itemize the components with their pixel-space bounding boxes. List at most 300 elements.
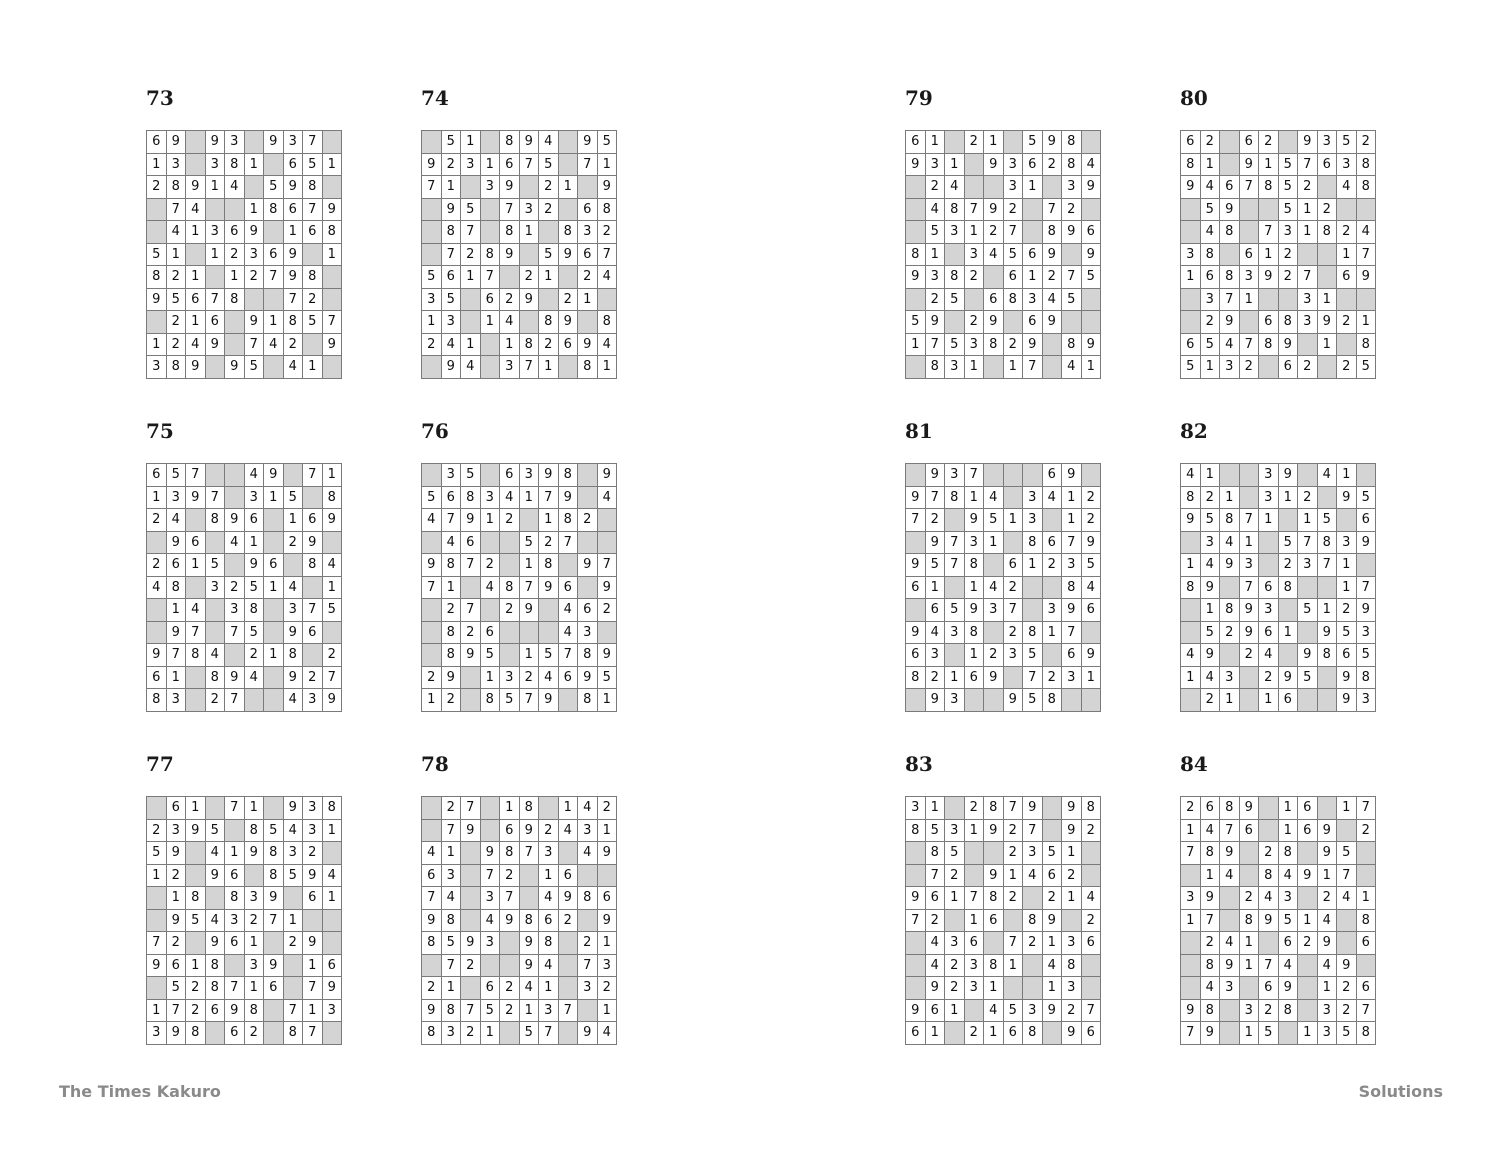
digit-cell: 4 (322, 864, 342, 887)
black-cell (1220, 999, 1240, 1022)
digit-cell: 9 (461, 644, 481, 667)
digit-cell: 3 (1239, 554, 1259, 577)
black-cell (1259, 531, 1279, 554)
digit-cell: 1 (1278, 797, 1298, 820)
digit-cell: 6 (441, 486, 461, 509)
digit-cell: 1 (1023, 554, 1043, 577)
digit-cell: 5 (303, 153, 323, 176)
digit-cell: 1 (264, 486, 284, 509)
digit-cell: 5 (945, 842, 965, 865)
digit-cell: 9 (1259, 909, 1279, 932)
digit-cell: 7 (303, 977, 323, 1000)
digit-cell: 2 (1081, 819, 1101, 842)
digit-cell: 8 (322, 486, 342, 509)
digit-cell: 4 (441, 531, 461, 554)
digit-cell: 8 (283, 311, 303, 334)
digit-cell: 8 (578, 689, 598, 712)
grid-row (422, 644, 617, 667)
digit-cell: 1 (1239, 932, 1259, 955)
digit-cell: 8 (303, 176, 323, 199)
digit-cell: 6 (1042, 864, 1062, 887)
digit-cell: 2 (1259, 666, 1279, 689)
digit-cell: 5 (539, 243, 559, 266)
digit-cell: 3 (945, 621, 965, 644)
digit-cell: 4 (519, 977, 539, 1000)
black-cell (1003, 486, 1023, 509)
digit-cell: 9 (225, 666, 245, 689)
digit-cell: 1 (1239, 531, 1259, 554)
digit-cell: 7 (422, 887, 442, 910)
black-cell (264, 999, 284, 1022)
digit-cell: 4 (1042, 486, 1062, 509)
digit-cell: 9 (1317, 932, 1337, 955)
digit-cell: 8 (1220, 509, 1240, 532)
digit-cell: 6 (264, 243, 284, 266)
digit-cell: 1 (539, 977, 559, 1000)
black-cell (1181, 621, 1201, 644)
black-cell (225, 198, 245, 221)
black-cell (597, 864, 617, 887)
digit-cell: 9 (422, 999, 442, 1022)
digit-cell: 3 (964, 333, 984, 356)
black-cell (1062, 243, 1082, 266)
grid-row (422, 554, 617, 577)
digit-cell: 5 (244, 356, 264, 379)
digit-cell: 6 (1239, 131, 1259, 154)
digit-cell: 2 (578, 932, 598, 955)
black-cell (906, 198, 926, 221)
digit-cell: 1 (186, 266, 206, 289)
grid-row (422, 243, 617, 266)
black-cell (1239, 221, 1259, 244)
grid-row (1181, 644, 1376, 667)
solution-grid (421, 130, 617, 379)
digit-cell: 8 (519, 797, 539, 820)
digit-cell: 2 (597, 797, 617, 820)
digit-cell: 1 (1023, 266, 1043, 289)
digit-cell: 7 (225, 977, 245, 1000)
digit-cell: 2 (186, 999, 206, 1022)
digit-cell: 6 (1259, 311, 1279, 334)
black-cell (480, 531, 500, 554)
digit-cell: 6 (1239, 819, 1259, 842)
black-cell (1042, 333, 1062, 356)
solution-grid (905, 463, 1101, 712)
black-cell (303, 243, 323, 266)
digit-cell: 1 (1239, 954, 1259, 977)
digit-cell: 9 (519, 131, 539, 154)
black-cell (500, 531, 520, 554)
digit-cell: 8 (1081, 797, 1101, 820)
black-cell (225, 333, 245, 356)
digit-cell: 1 (244, 531, 264, 554)
digit-cell: 5 (1278, 153, 1298, 176)
black-cell (1356, 954, 1376, 977)
digit-cell: 2 (461, 954, 481, 977)
black-cell (578, 531, 598, 554)
digit-cell: 8 (964, 621, 984, 644)
digit-cell: 6 (925, 999, 945, 1022)
digit-cell: 8 (1220, 599, 1240, 622)
digit-cell: 5 (1003, 999, 1023, 1022)
digit-cell: 9 (1200, 1022, 1220, 1045)
digit-cell: 5 (205, 554, 225, 577)
digit-cell: 4 (264, 333, 284, 356)
black-cell (480, 356, 500, 379)
digit-cell: 6 (166, 797, 186, 820)
digit-cell: 4 (283, 689, 303, 712)
digit-cell: 3 (1042, 599, 1062, 622)
digit-cell: 2 (558, 909, 578, 932)
digit-cell: 3 (225, 909, 245, 932)
digit-cell: 4 (1356, 221, 1376, 244)
digit-cell: 7 (303, 1022, 323, 1045)
digit-cell: 9 (539, 464, 559, 487)
puzzle-number: 74 (421, 86, 449, 110)
digit-cell: 4 (1337, 887, 1357, 910)
digit-cell: 7 (1220, 819, 1240, 842)
black-cell (500, 554, 520, 577)
black-cell (1220, 909, 1240, 932)
digit-cell: 7 (322, 311, 342, 334)
grid-row (1181, 932, 1376, 955)
grid-row (147, 486, 342, 509)
digit-cell: 9 (322, 689, 342, 712)
digit-cell: 6 (1042, 531, 1062, 554)
black-cell (186, 576, 206, 599)
grid-row (147, 977, 342, 1000)
black-cell (519, 621, 539, 644)
black-cell (322, 932, 342, 955)
grid-row (906, 243, 1101, 266)
digit-cell: 7 (283, 288, 303, 311)
digit-cell: 6 (205, 999, 225, 1022)
digit-cell: 6 (225, 1022, 245, 1045)
digit-cell: 8 (500, 576, 520, 599)
digit-cell: 8 (303, 266, 323, 289)
black-cell (186, 864, 206, 887)
black-cell (558, 1022, 578, 1045)
black-cell (519, 509, 539, 532)
digit-cell: 8 (480, 243, 500, 266)
digit-cell: 3 (1317, 131, 1337, 154)
grid-row (906, 999, 1101, 1022)
digit-cell: 1 (186, 954, 206, 977)
digit-cell: 2 (303, 288, 323, 311)
digit-cell: 2 (441, 797, 461, 820)
digit-cell: 8 (225, 288, 245, 311)
digit-cell: 1 (244, 153, 264, 176)
digit-cell: 8 (1356, 666, 1376, 689)
digit-cell: 9 (925, 464, 945, 487)
digit-cell: 8 (1220, 266, 1240, 289)
grid-row (422, 909, 617, 932)
digit-cell: 6 (964, 666, 984, 689)
black-cell (945, 644, 965, 667)
grid-row (1181, 288, 1376, 311)
digit-cell: 3 (906, 797, 926, 820)
digit-cell: 4 (558, 599, 578, 622)
digit-cell: 2 (147, 819, 167, 842)
black-cell (1181, 954, 1201, 977)
black-cell (906, 221, 926, 244)
digit-cell: 9 (578, 1022, 598, 1045)
digit-cell: 2 (984, 221, 1004, 244)
digit-cell: 4 (1220, 333, 1240, 356)
black-cell (1042, 576, 1062, 599)
digit-cell: 2 (1003, 198, 1023, 221)
digit-cell: 5 (283, 864, 303, 887)
solution-grid (1180, 130, 1376, 379)
black-cell (480, 819, 500, 842)
black-cell (244, 864, 264, 887)
grid-row (147, 311, 342, 334)
grid-row (147, 554, 342, 577)
digit-cell: 4 (186, 599, 206, 622)
digit-cell: 4 (925, 954, 945, 977)
digit-cell: 9 (1062, 221, 1082, 244)
digit-cell: 9 (1337, 486, 1357, 509)
digit-cell: 8 (578, 356, 598, 379)
digit-cell: 3 (519, 198, 539, 221)
solution-grid (1180, 796, 1376, 1045)
black-cell (539, 288, 559, 311)
digit-cell: 5 (1200, 509, 1220, 532)
grid-row (147, 509, 342, 532)
digit-cell: 1 (1062, 887, 1082, 910)
black-cell (906, 599, 926, 622)
digit-cell: 5 (1337, 131, 1357, 154)
digit-cell: 8 (558, 221, 578, 244)
black-cell (422, 221, 442, 244)
black-cell (1298, 887, 1318, 910)
digit-cell: 3 (480, 486, 500, 509)
digit-cell: 7 (1003, 221, 1023, 244)
digit-cell: 1 (1278, 819, 1298, 842)
grid-row (147, 909, 342, 932)
black-cell (906, 464, 926, 487)
digit-cell: 9 (1337, 954, 1357, 977)
black-cell (147, 909, 167, 932)
black-cell (1298, 621, 1318, 644)
black-cell (500, 644, 520, 667)
grid-row (1181, 819, 1376, 842)
grid-row (147, 621, 342, 644)
digit-cell: 8 (1062, 153, 1082, 176)
digit-cell: 6 (558, 864, 578, 887)
digit-cell: 1 (1220, 689, 1240, 712)
digit-cell: 5 (519, 531, 539, 554)
grid-row (422, 531, 617, 554)
digit-cell: 9 (597, 576, 617, 599)
digit-cell: 8 (1200, 954, 1220, 977)
digit-cell: 4 (597, 266, 617, 289)
digit-cell: 1 (264, 576, 284, 599)
digit-cell: 1 (1239, 288, 1259, 311)
digit-cell: 3 (945, 932, 965, 955)
grid-row (906, 621, 1101, 644)
digit-cell: 4 (283, 819, 303, 842)
black-cell (984, 621, 1004, 644)
digit-cell: 6 (1023, 311, 1043, 334)
digit-cell: 8 (244, 599, 264, 622)
black-cell (1081, 311, 1101, 334)
digit-cell: 5 (1181, 356, 1201, 379)
digit-cell: 1 (1200, 864, 1220, 887)
digit-cell: 7 (558, 999, 578, 1022)
black-cell (264, 1022, 284, 1045)
digit-cell: 9 (1062, 599, 1082, 622)
grid-row (1181, 509, 1376, 532)
grid-row (422, 176, 617, 199)
digit-cell: 7 (964, 198, 984, 221)
digit-cell: 8 (441, 621, 461, 644)
digit-cell: 5 (322, 599, 342, 622)
digit-cell: 1 (1317, 599, 1337, 622)
digit-cell: 9 (225, 999, 245, 1022)
digit-cell: 8 (1042, 221, 1062, 244)
digit-cell: 4 (225, 176, 245, 199)
grid-row (906, 689, 1101, 712)
digit-cell: 8 (519, 909, 539, 932)
digit-cell: 1 (1337, 243, 1357, 266)
digit-cell: 9 (519, 954, 539, 977)
digit-cell: 4 (244, 464, 264, 487)
digit-cell: 1 (1298, 909, 1318, 932)
digit-cell: 3 (578, 221, 598, 244)
grid-row (906, 464, 1101, 487)
digit-cell: 5 (1081, 266, 1101, 289)
black-cell (1239, 198, 1259, 221)
digit-cell: 9 (441, 666, 461, 689)
digit-cell: 8 (441, 999, 461, 1022)
solution-grid (421, 463, 617, 712)
digit-cell: 1 (945, 887, 965, 910)
black-cell (322, 356, 342, 379)
digit-cell: 8 (500, 131, 520, 154)
digit-cell: 9 (186, 356, 206, 379)
digit-cell: 2 (1337, 977, 1357, 1000)
digit-cell: 9 (519, 819, 539, 842)
digit-cell: 5 (500, 689, 520, 712)
digit-cell: 9 (205, 864, 225, 887)
solution-grid (905, 130, 1101, 379)
digit-cell: 8 (945, 486, 965, 509)
digit-cell: 2 (539, 176, 559, 199)
digit-cell: 2 (1298, 356, 1318, 379)
grid-row (422, 288, 617, 311)
digit-cell: 4 (558, 819, 578, 842)
digit-cell: 4 (578, 842, 598, 865)
black-cell (303, 576, 323, 599)
digit-cell: 8 (578, 644, 598, 667)
digit-cell: 9 (1337, 666, 1357, 689)
digit-cell: 9 (984, 864, 1004, 887)
digit-cell: 3 (519, 464, 539, 487)
black-cell (597, 288, 617, 311)
digit-cell: 3 (441, 464, 461, 487)
grid-row (906, 887, 1101, 910)
digit-cell: 3 (964, 977, 984, 1000)
digit-cell: 9 (984, 819, 1004, 842)
digit-cell: 3 (205, 221, 225, 244)
digit-cell: 9 (283, 666, 303, 689)
digit-cell: 1 (264, 311, 284, 334)
black-cell (1239, 864, 1259, 887)
digit-cell: 6 (1317, 153, 1337, 176)
black-cell (1278, 1022, 1298, 1045)
digit-cell: 9 (186, 819, 206, 842)
digit-cell: 2 (244, 1022, 264, 1045)
digit-cell: 8 (441, 909, 461, 932)
digit-cell: 4 (597, 1022, 617, 1045)
black-cell (1317, 486, 1337, 509)
digit-cell: 9 (578, 666, 598, 689)
digit-cell: 4 (1278, 954, 1298, 977)
digit-cell: 3 (480, 176, 500, 199)
black-cell (1298, 954, 1318, 977)
digit-cell: 3 (964, 531, 984, 554)
digit-cell: 1 (964, 644, 984, 667)
digit-cell: 8 (264, 864, 284, 887)
digit-cell: 9 (519, 599, 539, 622)
black-cell (945, 1022, 965, 1045)
black-cell (205, 266, 225, 289)
digit-cell: 1 (1356, 311, 1376, 334)
black-cell (264, 221, 284, 244)
digit-cell: 7 (166, 198, 186, 221)
black-cell (205, 531, 225, 554)
grid-row (147, 176, 342, 199)
black-cell (205, 464, 225, 487)
black-cell (1356, 198, 1376, 221)
black-cell (1181, 288, 1201, 311)
digit-cell: 3 (205, 153, 225, 176)
digit-cell: 9 (166, 1022, 186, 1045)
digit-cell: 6 (264, 977, 284, 1000)
digit-cell: 2 (1003, 887, 1023, 910)
digit-cell: 2 (1042, 153, 1062, 176)
digit-cell: 1 (322, 887, 342, 910)
digit-cell: 3 (244, 954, 264, 977)
digit-cell: 8 (925, 842, 945, 865)
digit-cell: 6 (964, 932, 984, 955)
digit-cell: 3 (441, 864, 461, 887)
digit-cell: 2 (1023, 932, 1043, 955)
digit-cell: 9 (1042, 999, 1062, 1022)
digit-cell: 1 (480, 1022, 500, 1045)
digit-cell: 4 (1081, 887, 1101, 910)
digit-cell: 1 (984, 131, 1004, 154)
black-cell (1356, 554, 1376, 577)
black-cell (945, 576, 965, 599)
grid-row (422, 131, 617, 154)
black-cell (1356, 288, 1376, 311)
digit-cell: 4 (1220, 864, 1240, 887)
digit-cell: 9 (964, 509, 984, 532)
digit-cell: 7 (597, 243, 617, 266)
digit-cell: 1 (964, 486, 984, 509)
black-cell (1081, 464, 1101, 487)
digit-cell: 6 (1003, 266, 1023, 289)
digit-cell: 1 (1181, 266, 1201, 289)
black-cell (461, 887, 481, 910)
digit-cell: 6 (186, 288, 206, 311)
digit-cell: 8 (322, 221, 342, 244)
black-cell (1298, 576, 1318, 599)
digit-cell: 2 (1259, 999, 1279, 1022)
digit-cell: 2 (925, 509, 945, 532)
